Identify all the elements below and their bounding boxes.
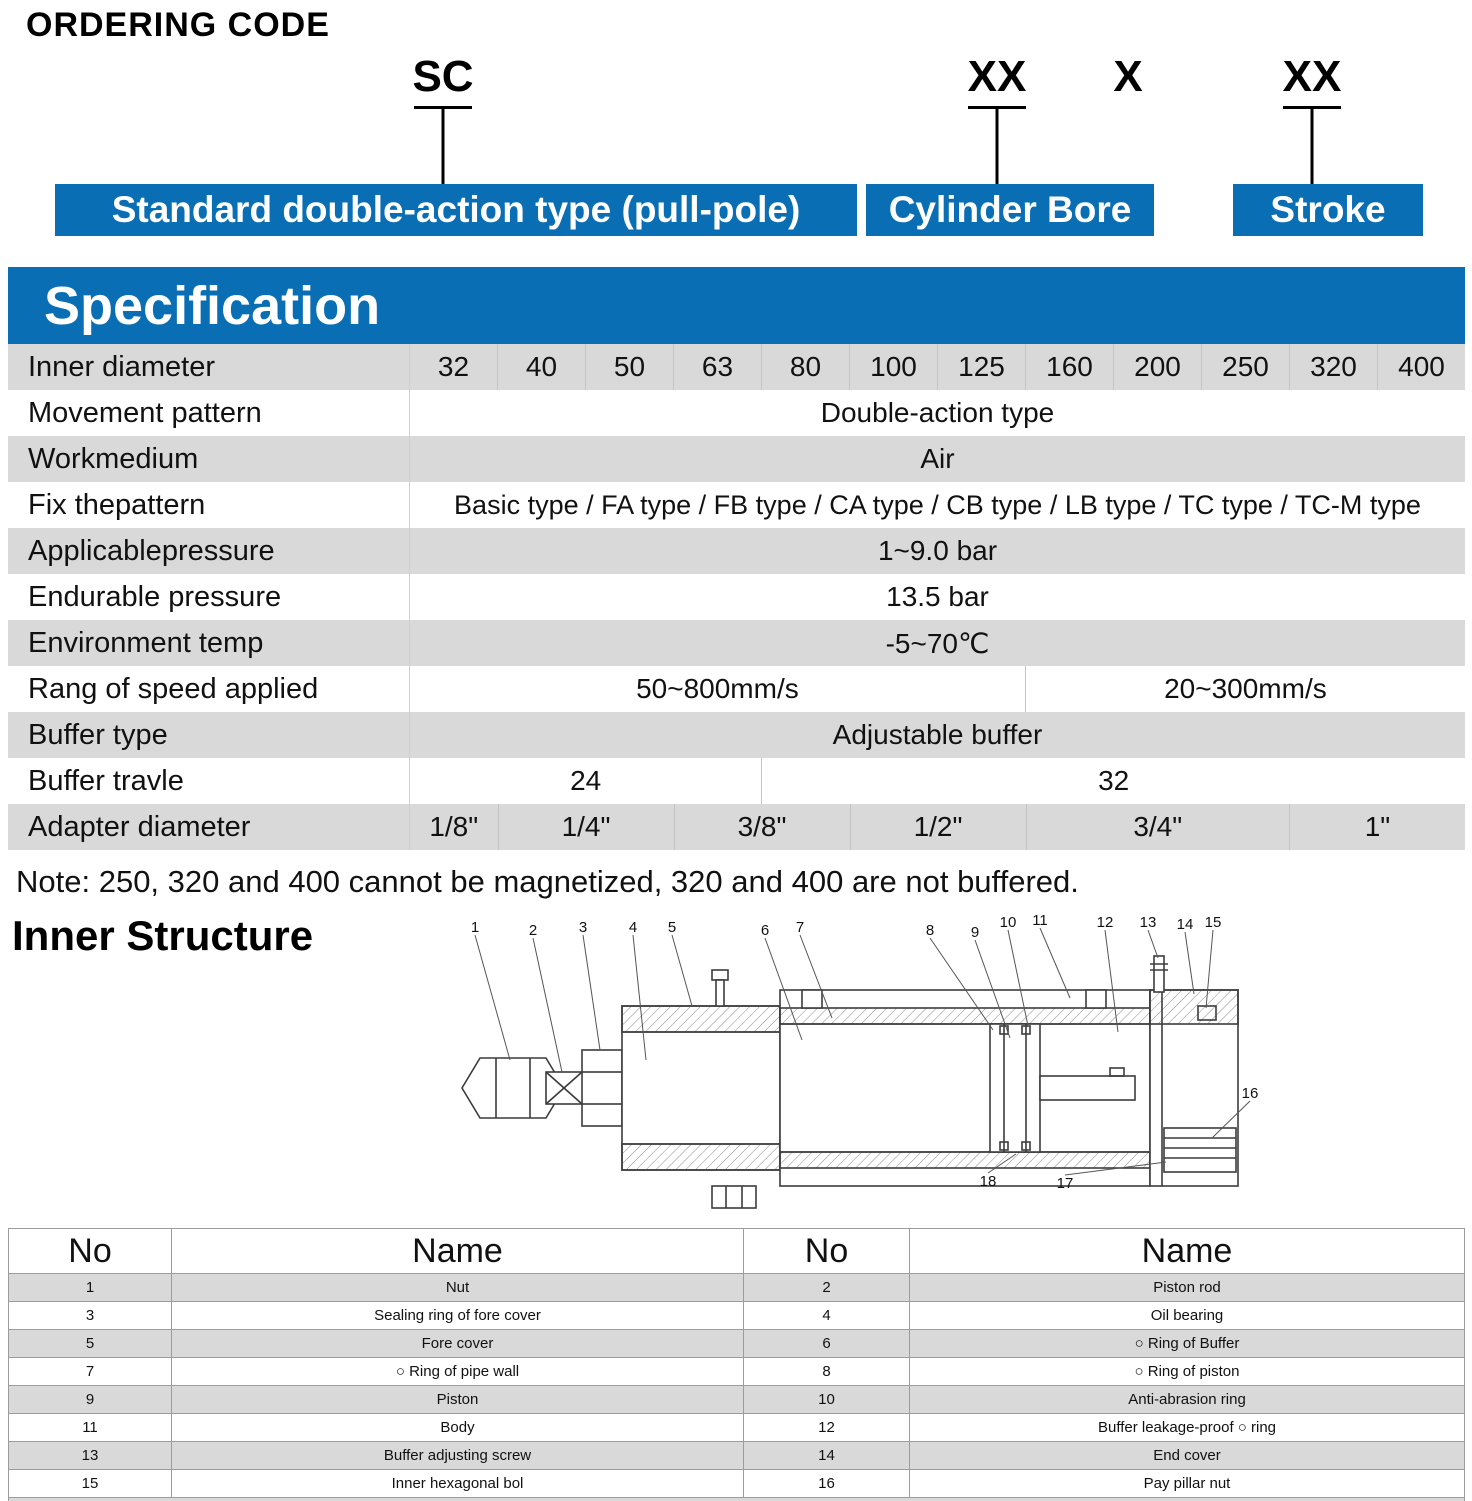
spec-cell: 1~9.0 bar	[877, 535, 998, 566]
code-part-stroke: XX	[1282, 52, 1342, 101]
part-number-cell: 9	[85, 1391, 95, 1408]
callout-number: 16	[1241, 1085, 1259, 1102]
parts-row	[9, 1273, 1464, 1301]
callout-leader-line	[1185, 932, 1194, 994]
spec-cell: 50~800mm/s	[636, 673, 799, 704]
spec-row-label: Applicablepressure	[8, 528, 410, 574]
specification-table	[8, 344, 1465, 850]
callout-number: 18	[979, 1173, 997, 1190]
spec-row	[8, 758, 1465, 804]
callout-number: 2	[528, 922, 538, 939]
spec-row-label: Inner diameter	[8, 344, 410, 390]
parts-row	[9, 1385, 1464, 1413]
parts-table-partial-row	[9, 1497, 1464, 1501]
spec-row-label: Adapter diameter	[8, 804, 410, 850]
part-number-cell: 6	[743, 1330, 909, 1357]
spec-cell: 32	[761, 758, 1465, 804]
part-name-cell: Pay pillar nut	[909, 1470, 1464, 1497]
callout-number: 1	[470, 919, 480, 936]
spec-cell: Adjustable buffer	[832, 719, 1043, 750]
note-text: Note: 250, 320 and 400 cannot be magnetized, 320 and 400 are not buffered.	[16, 864, 1079, 899]
code-connector-line	[1311, 106, 1314, 184]
parts-row	[9, 1329, 1464, 1357]
parts-header-cell: Name	[171, 1229, 743, 1273]
callout-number: 17	[1056, 1175, 1074, 1192]
callout-number: 10	[999, 914, 1017, 931]
code-connector-line	[442, 106, 445, 184]
part-number-cell: 11	[82, 1419, 98, 1436]
spec-cell: 1/4"	[498, 804, 674, 850]
parts-row	[9, 1301, 1464, 1329]
part-name-cell: Anti-abrasion ring	[909, 1386, 1464, 1413]
spec-row	[8, 620, 1465, 666]
callout-number: 13	[1139, 914, 1157, 931]
parts-row	[9, 1413, 1464, 1441]
callout-leader-line	[583, 935, 600, 1050]
spec-cell: 100	[849, 344, 937, 390]
spec-cell: 1/8"	[429, 811, 479, 842]
spec-row	[8, 574, 1465, 620]
buffer-plunger-shape	[1040, 1076, 1135, 1100]
spec-row-label: Rang of speed applied	[8, 666, 410, 712]
part-number-cell: 4	[743, 1302, 909, 1329]
spec-cell: 13.5 bar	[886, 581, 989, 612]
callout-number: 7	[795, 919, 805, 936]
spec-row-label: Workmedium	[8, 436, 410, 482]
part-number-cell: 15	[81, 1475, 99, 1492]
parts-header-cell: No	[743, 1229, 909, 1273]
spec-row-label: Environment temp	[8, 620, 410, 666]
callout-number: 14	[1176, 916, 1194, 933]
code-part-bore: XX	[967, 52, 1027, 101]
spec-cell: 20~300mm/s	[1025, 666, 1465, 712]
spec-row	[8, 528, 1465, 574]
code-part-separator: X	[1113, 52, 1143, 101]
part-name-cell: Buffer leakage-proof ○ ring	[909, 1414, 1464, 1441]
spec-cell: Double-action type	[820, 397, 1055, 428]
part-name-cell: Buffer adjusting screw	[171, 1442, 743, 1469]
part-number-cell: 5	[85, 1335, 95, 1352]
spec-cell: 1/2"	[850, 804, 1026, 850]
inner-structure-diagram	[450, 910, 1300, 1222]
spec-cell: 250	[1201, 344, 1289, 390]
spec-cell: Basic type / FA type / FB type / CA type / CB type / LB type / TC type / TC-M type	[454, 489, 1421, 520]
spec-row	[8, 712, 1465, 758]
callout-number: 8	[925, 922, 935, 939]
part-number-cell: 12	[743, 1414, 909, 1441]
callout-number: 9	[970, 924, 980, 941]
spec-cell: 160	[1025, 344, 1113, 390]
callout-number: 5	[667, 919, 677, 936]
spec-row	[8, 482, 1465, 528]
piston-shape	[990, 1024, 1040, 1152]
spec-row-label: Fix thepattern	[8, 482, 410, 528]
specification-title: Specification	[44, 275, 381, 336]
part-number-cell: 8	[743, 1358, 909, 1385]
spec-row	[8, 436, 1465, 482]
spec-row-label: Buffer type	[8, 712, 410, 758]
part-number-cell: 1	[85, 1279, 95, 1296]
parts-row	[9, 1357, 1464, 1385]
spec-cell: 200	[1113, 344, 1201, 390]
spec-cell: 40	[497, 344, 585, 390]
specification-banner	[8, 267, 1465, 344]
inner-structure-title: Inner Structure	[12, 912, 314, 959]
parts-table-header	[9, 1229, 1464, 1273]
code-part-sc: SC	[412, 52, 474, 101]
part-name-cell: Nut	[171, 1274, 743, 1301]
part-name-cell: ○ Ring of piston	[909, 1358, 1464, 1385]
spec-cell: 3/4"	[1026, 804, 1290, 850]
spec-cell: 50	[585, 344, 673, 390]
spec-row	[8, 390, 1465, 436]
ordering-label-stroke: Stroke	[1233, 184, 1423, 236]
spec-row	[8, 666, 1465, 712]
callout-leader-line	[672, 935, 692, 1006]
cylinder-cross-section-drawing	[462, 956, 1238, 1208]
ordering-label-cylinder-bore: Cylinder Bore	[866, 184, 1154, 236]
parts-table	[8, 1228, 1465, 1501]
spec-row	[8, 344, 1465, 390]
spec-cell: 3/8"	[674, 804, 850, 850]
part-name-cell: Oil bearing	[909, 1302, 1464, 1329]
part-number-cell: 13	[81, 1447, 99, 1464]
parts-row	[9, 1469, 1464, 1497]
parts-row	[9, 1441, 1464, 1469]
callout-leader-line	[475, 935, 510, 1060]
ordering-label-type: Standard double-action type (pull-pole)	[55, 184, 857, 236]
part-name-cell: ○ Ring of pipe wall	[171, 1358, 743, 1385]
buffer-screw-shape	[1154, 956, 1164, 992]
callout-number: 12	[1096, 914, 1114, 931]
part-number-cell: 2	[743, 1274, 909, 1301]
spec-cell: 80	[761, 344, 849, 390]
pay-pillar-nut-shape	[1164, 1128, 1236, 1172]
parts-header-cell: No	[68, 1231, 112, 1270]
spec-cell: 32	[437, 351, 470, 382]
part-number-cell: 7	[85, 1363, 95, 1380]
part-name-cell: Body	[171, 1414, 743, 1441]
callout-number: 11	[1032, 912, 1048, 929]
part-name-cell: Sealing ring of fore cover	[171, 1302, 743, 1329]
callout-number: 6	[760, 922, 770, 939]
callout-number: 4	[628, 919, 638, 936]
parts-header-cell: Name	[909, 1229, 1464, 1273]
callout-leader-line	[1148, 930, 1158, 958]
spec-row-label: Movement pattern	[8, 390, 410, 436]
part-name-cell: Fore cover	[171, 1330, 743, 1357]
spec-cell: 400	[1377, 344, 1465, 390]
part-name-cell: Piston rod	[909, 1274, 1464, 1301]
code-connector-line	[996, 106, 999, 184]
part-number-cell: 3	[85, 1307, 95, 1324]
callout-leader-line	[1040, 928, 1070, 998]
ordering-code-title: ORDERING CODE	[26, 6, 330, 44]
spec-cell: -5~70℃	[885, 627, 990, 659]
part-name-cell: End cover	[909, 1442, 1464, 1469]
part-number-cell: 10	[743, 1386, 909, 1413]
callout-number: 15	[1204, 914, 1222, 931]
spec-cell: 63	[673, 344, 761, 390]
spec-cell: 24	[570, 765, 602, 796]
part-number-cell: 14	[743, 1442, 909, 1469]
part-number-cell: 16	[743, 1470, 909, 1497]
spec-row	[8, 804, 1465, 850]
callout-number: 3	[578, 919, 588, 936]
spec-row-label: Buffer travle	[8, 758, 410, 804]
spec-cell: Air	[920, 443, 955, 474]
parts-table-body	[9, 1273, 1464, 1497]
part-name-cell: Inner hexagonal bol	[171, 1470, 743, 1497]
spec-row-label: Endurable pressure	[8, 574, 410, 620]
callout-leader-line	[533, 938, 562, 1072]
spec-cell: 320	[1289, 344, 1377, 390]
spec-cell: 125	[937, 344, 1025, 390]
part-name-cell: ○ Ring of Buffer	[909, 1330, 1464, 1357]
part-name-cell: Piston	[171, 1386, 743, 1413]
spec-cell: 1"	[1289, 804, 1465, 850]
